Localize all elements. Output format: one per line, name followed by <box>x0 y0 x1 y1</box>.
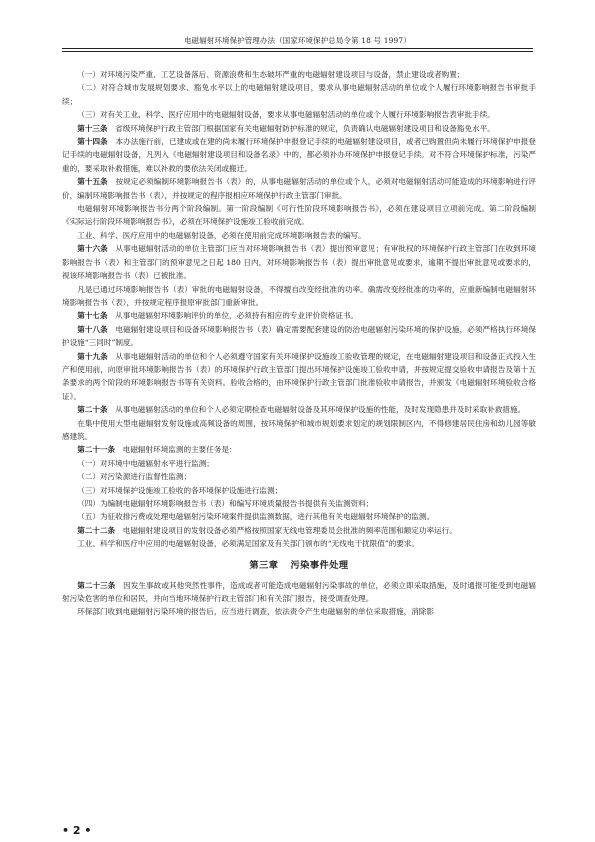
paragraph: 工业、科学、医疗应用中的电磁辐射设备，必须在使用前完成环境影响报告表的编写。 <box>77 230 366 240</box>
article-text: 按规定必须编制环境影响报告书（表）的，从事电磁辐射活动的单位或个人，必须对电磁辐射活动可能造成的环境影响进行评价，编制环境影响报告书（表），并按规定的程序报相应环境保护行政主管部门审批。 <box>62 177 537 200</box>
article-18 <box>62 323 536 350</box>
paragraph: 环保部门收到电磁辐射污染环境的报告后，应当进行调查，依法责令产生电磁辐射的单位采取措施，消除影 <box>77 607 435 617</box>
article-label: 第十四条 <box>77 137 108 147</box>
article-14 <box>62 135 536 175</box>
page-number: • 2 • <box>62 824 92 837</box>
paragraph: 凡是已通过环境影响报告书（表）审批的电磁辐射设备，不得擅自改变经批准的功率。确需改变经批准的功率的，应重新编制电磁辐射环境影响报告书（表），并按规定程序报原审批部门重新审批。 <box>62 284 536 307</box>
paragraph: 在集中使用大型电磁辐射发射设施或高频设备的周围，按环境保护和城市规划要求划定的规划限制区内，不得修建居民住房和幼儿园等敏感建筑。 <box>62 418 536 441</box>
article-21 <box>62 443 536 456</box>
article-label: 第二十一条 <box>77 445 116 455</box>
article-text: 因发生事故或其他突然性事件，造成或者可能造成电磁辐射污染事故的单位，必须立即采取措施，及时通报可能受到电磁辐射污染危害的单位和居民，并向当地环境保护行政主管部门和有关部门报告，接受调查处理。 <box>62 580 537 604</box>
article-label: 第十三条 <box>77 123 108 133</box>
article-22 <box>62 524 536 537</box>
list-item: （三）对环境保护设施竣工验收的各环境保护设施进行监测； <box>77 485 283 495</box>
header-rule <box>62 48 533 49</box>
running-header: 电磁辐射环境保护管理办法（国家环境保护总局令第 18 号 1997） <box>184 36 411 45</box>
document-body <box>62 68 536 619</box>
chapter-title: 污染事件处理 <box>290 559 349 571</box>
paragraph: 工业、科学和医疗中应用的电磁辐射设备，必须满足国家及有关部门颁布的“无线电干扰限值”的要求。 <box>77 539 420 549</box>
list-item: （二）对污染源进行监督性监测； <box>77 472 192 482</box>
article-label: 第十五条 <box>77 177 108 187</box>
article-label: 第二十二条 <box>77 525 116 535</box>
article-23 <box>62 579 536 606</box>
list-item: （二）对符合城市发展规划要求、豁免水平以上的电磁辐射建设项目，要求从事电磁辐射活动的单位或个人履行环境影响报告书审批手续； <box>62 83 536 106</box>
chapter-heading <box>62 559 536 573</box>
article-text: 从事电磁辐射活动的单位主管部门应当对环境影响报告书（表）提出预审意见；有审批权的环境保护行政主管部门在收到环境影响报告书（表）和主管部门的预审意见之日起 180 日内，对环境影响报告书（表）提出审批意见或要求，逾期不提出审批意见或要求的，视该环境影响报告书（表）已被批准。 <box>62 244 537 281</box>
article-label: 第二十三条 <box>77 580 116 590</box>
article-text: 省级环境保护行政主管部门根据国家有关电磁辐射防护标准的规定，负责确认电磁辐射建设项目和设备豁免水平。 <box>115 123 495 133</box>
article-text: 本办法施行前，已建成或在建的尚未履行环境保护申报登记手续的电磁辐射建设项目，或者已购置但尚未履行环境保护申报登记手续的电磁辐射设备，凡列入《电磁辐射建设项目和设备名录》中的，都必须补办环境保护申报登记手续。对不符合环境保护标准，污染严重的，要采取补救措施，难以补救的要依法关闭或搬迁。 <box>62 137 537 173</box>
header-rule-thin <box>62 51 533 52</box>
article-text: 从事电磁辐射活动的单位和个人必须定期检查电磁辐射设备及其环境保护设施的性能，及时发现隐患并及时采取补救措施。 <box>115 405 526 415</box>
list-item: （三）对有关工业、科学、医疗应用中的电磁辐射设备，要求从事电磁辐射活动的单位或个人履行环境影响报告表审批手续。 <box>77 110 495 120</box>
list-item: （四）为编制电磁辐射环境影响报告书（表）和编写环境质量报告书提供有关监测资料； <box>77 499 374 508</box>
list-item: （五）为征收排污费或处理电磁辐射污染环境案件提供监测数据，进行其他有关电磁辐射环境保护的监测。 <box>77 512 435 522</box>
article-20 <box>62 403 536 416</box>
list-item: （一）对环境中电磁辐射水平进行监测； <box>77 458 214 468</box>
article-label: 第十六条 <box>77 244 108 254</box>
article-15 <box>62 175 536 202</box>
article-label: 第十八条 <box>77 324 108 334</box>
article-text: 电磁辐射建设项目的发射设备必须严格按照国家无线电管理委员会批准的频率范围和额定功率运行。 <box>122 525 457 535</box>
article-text: 从事电磁辐射活动的单位和个人必须遵守国家有关环境保护设施竣工验收管理的规定，在电磁辐射建设项目和设备正式投入生产和使用前，向原审批环境影响报告书（表）的环境保护行政主管部门提出环境保护设施竣工验收申请，并按规定提交验收申请报告及第十五条要求的两个阶段的环境影响报告书等有关资料。验收合格的，由环境保护行政主管部门批准验收申请报告，并颁发《电磁辐射环境验收合格证》。 <box>62 351 537 401</box>
paragraph: 电磁辐射环境影响报告书分两个阶段编制。第一阶段编制《可行性阶段环境影响报告书》，必须在建设项目立项前完成。第二阶段编制《实际运行阶段环境影响报告书》，必须在环境保护设施竣工验收前完成。 <box>62 204 536 227</box>
article-17 <box>62 309 536 322</box>
article-label: 第十七条 <box>77 311 108 321</box>
article-text: 电磁辐射环境监测的主要任务是： <box>122 445 237 455</box>
article-label: 第二十条 <box>77 405 108 415</box>
article-text: 从事电磁辐射环境影响评价的单位，必须持有相应的专业评价资格证书。 <box>115 311 359 321</box>
article-16 <box>62 242 536 282</box>
chapter-number: 第三章 <box>249 559 279 571</box>
article-label: 第十九条 <box>77 351 108 361</box>
article-13 <box>62 122 536 135</box>
list-item: （一）对环境污染严重、工艺设备落后、资源浪费和生态破坏严重的电磁辐射建设项目与设备，禁止建设或者购置； <box>77 70 465 79</box>
article-text: 电磁辐射建设项目和设备环境影响报告书（表）确定需要配套建设的防治电磁辐射污染环境的保护设施，必须严格执行环境保护设施“三同时”制度。 <box>62 324 537 348</box>
article-19 <box>62 350 536 404</box>
